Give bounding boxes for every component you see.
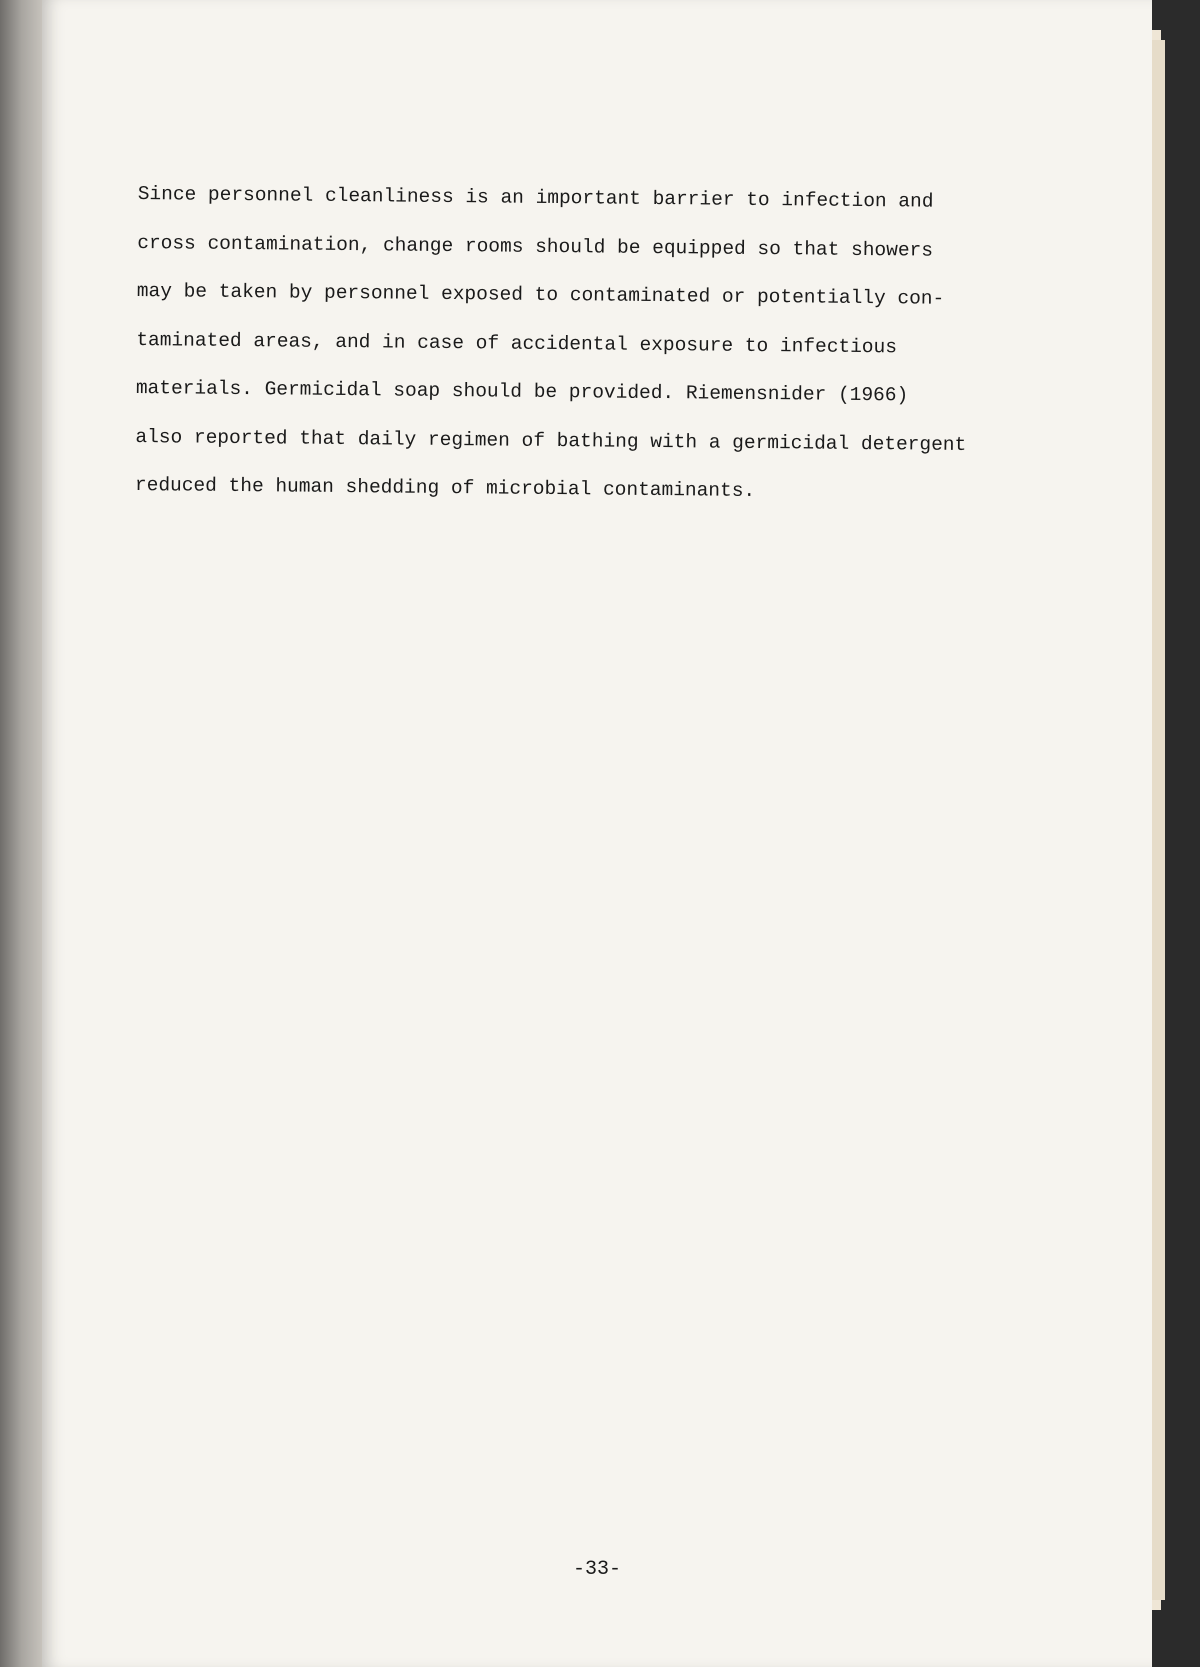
document-page	[42, 0, 1152, 1667]
paragraph-line: cross contamination, change rooms should be equipped so that showers	[137, 231, 934, 262]
paragraph-line: reduced the human shedding of microbial contaminants.	[134, 473, 756, 502]
adjacent-page-edge	[0, 0, 48, 1667]
paragraph-line: materials. Germicidal soap should be provided. Riemensnider (1966)	[135, 376, 909, 407]
page-number: -33-	[572, 1558, 621, 1581]
paragraph-line: Since personnel cleanliness is an important barrier to infection and	[137, 182, 934, 213]
paragraph-line: taminated areas, and in case of accidental exposure to infectious	[136, 328, 898, 358]
body-paragraph	[135, 170, 1018, 518]
paragraph-line: may be taken by personnel exposed to contaminated or potentially con-	[136, 279, 945, 310]
paragraph-line: also reported that daily regimen of bathing with a germicidal detergent	[135, 425, 967, 456]
